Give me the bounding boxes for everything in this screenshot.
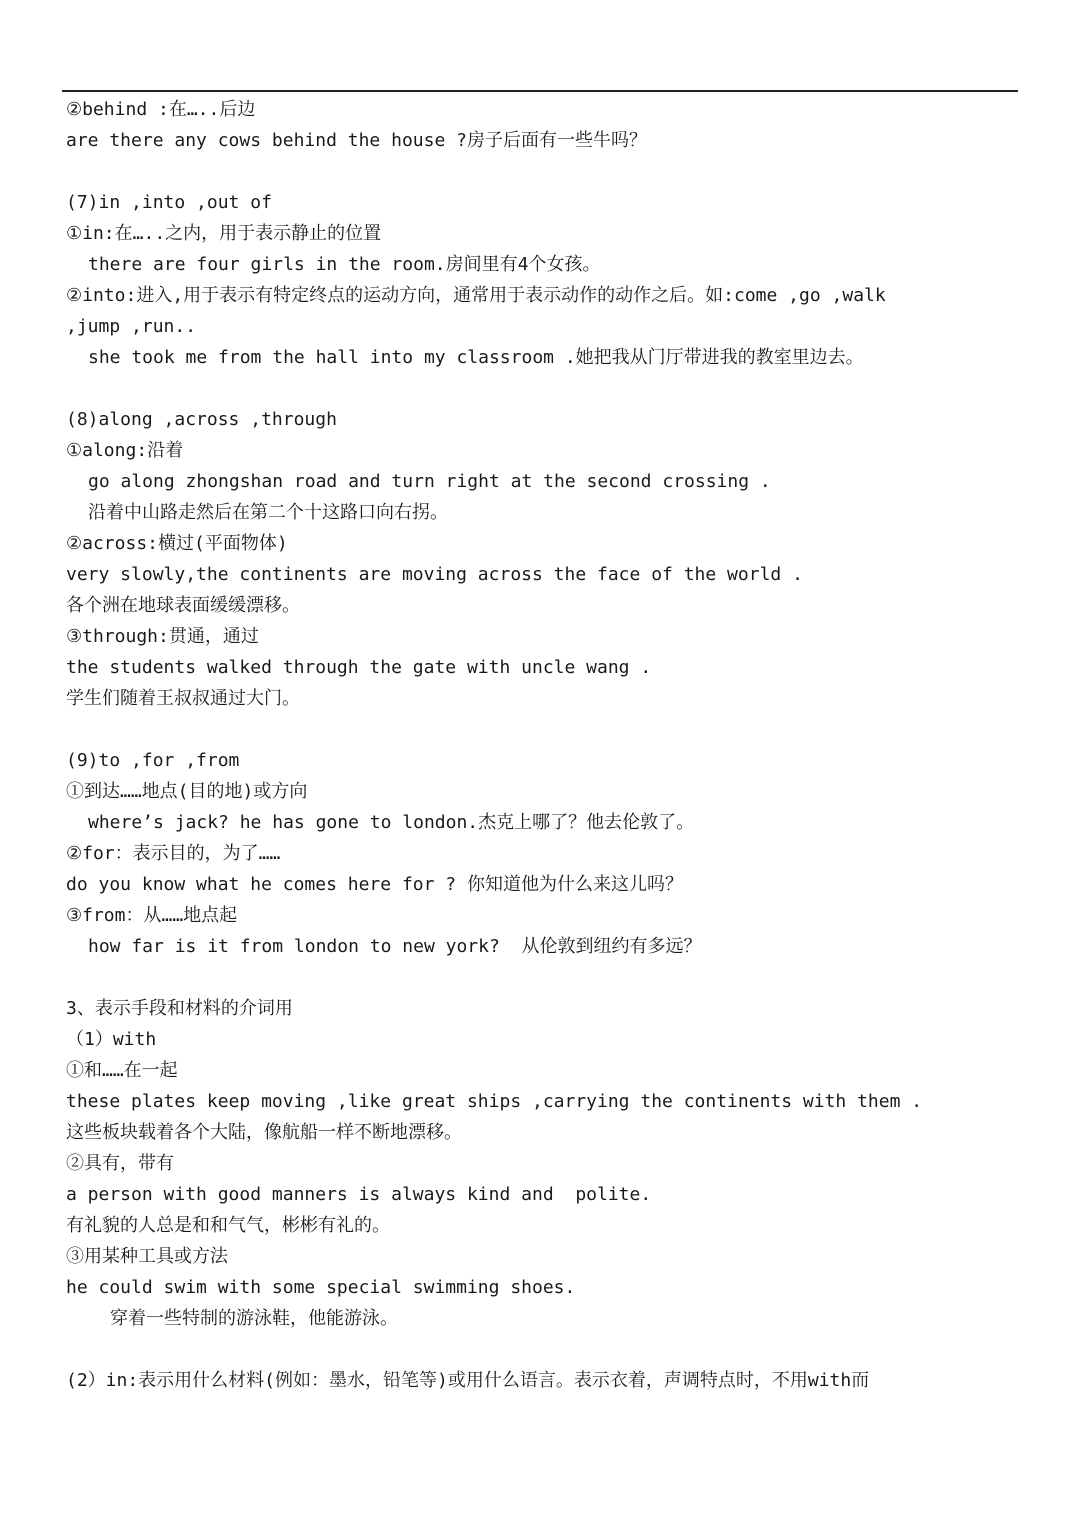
- text-line: ,jump ,run..: [66, 316, 197, 337]
- blank-line: [66, 962, 1018, 993]
- text-line: ①in:在…..之内，用于表示静止的位置: [66, 223, 382, 244]
- text-line: ①到达……地点(目的地)或方向: [66, 781, 308, 802]
- text-line: he could swim with some special swimming shoes.: [66, 1277, 576, 1298]
- text-line: (2）in:表示用什么材料(例如：墨水，铅笔等)或用什么语言。表示衣着，声调特点时，不用with而: [66, 1370, 870, 1391]
- blank-line: [66, 373, 1018, 404]
- text-line: 学生们随着王叔叔通过大门。: [66, 688, 300, 709]
- text-line: ①along:沿着: [66, 440, 184, 461]
- text-line: (9)to ,for ,from: [66, 750, 240, 771]
- text-line: 这些板块载着各个大陆，像航船一样不断地漂移。: [66, 1122, 462, 1143]
- text-line: ②across:横过(平面物体): [66, 533, 288, 554]
- text-line: how far is it from london to new york? 从伦敦到纽约有多远？: [88, 936, 702, 957]
- text-line: these plates keep moving ,like great ships ,carrying the continents with them .: [66, 1091, 923, 1112]
- text-line: ③through:贯通，通过: [66, 626, 259, 647]
- text-line: go along zhongshan road and turn right at the second crossing .: [88, 471, 771, 492]
- text-line: ①和……在一起: [66, 1060, 178, 1081]
- text-line: the students walked through the gate with uncle wang .: [66, 657, 652, 678]
- text-line: (8)along ,across ,through: [66, 409, 337, 430]
- text-line: （1）with: [66, 1029, 157, 1050]
- text-line: 各个洲在地球表面缓缓漂移。: [66, 595, 300, 616]
- text-line: a person with good manners is always kind and polite.: [66, 1184, 652, 1205]
- text-line: 有礼貌的人总是和和气气，彬彬有礼的。: [66, 1215, 390, 1236]
- text-line: very slowly,the continents are moving across the face of the world .: [66, 564, 803, 585]
- text-line: are there any cows behind the house ?房子后面有一些牛吗？: [66, 130, 647, 151]
- text-line: ②具有，带有: [66, 1153, 174, 1174]
- text-line: do you know what he comes here for ? 你知道他为什么来这儿吗？: [66, 874, 683, 895]
- text-line: 沿着中山路走然后在第二个十这路口向右拐。: [88, 502, 448, 523]
- text-line: (7)in ,into ,out of: [66, 192, 272, 213]
- blank-line: [66, 156, 1018, 187]
- text-line: she took me from the hall into my classroom .她把我从门厅带进我的教室里边去。: [88, 347, 864, 368]
- blank-line: [66, 714, 1018, 745]
- text-line: ②for：表示目的，为了……: [66, 843, 281, 864]
- text-line: ②into:进入,用于表示有特定终点的运动方向，通常用于表示动作的动作之后。如:come ,go ,walk: [66, 285, 886, 306]
- text-line: ③from：从……地点起: [66, 905, 238, 926]
- text-line: 穿着一些特制的游泳鞋，他能游泳。: [110, 1308, 398, 1329]
- text-line: 3、表示手段和材料的介词用: [66, 998, 293, 1019]
- text-line: there are four girls in the room.房间里有4个女孩。: [88, 254, 601, 275]
- text-line: where’s jack? he has gone to london.杰克上哪了？他去伦敦了。: [88, 812, 695, 833]
- blank-line: [66, 1334, 1018, 1365]
- text-line: ②behind :在…..后边: [66, 99, 256, 120]
- text-line: ③用某种工具或方法: [66, 1246, 228, 1267]
- header-rule: [62, 90, 1018, 92]
- document-body: [66, 94, 1018, 1396]
